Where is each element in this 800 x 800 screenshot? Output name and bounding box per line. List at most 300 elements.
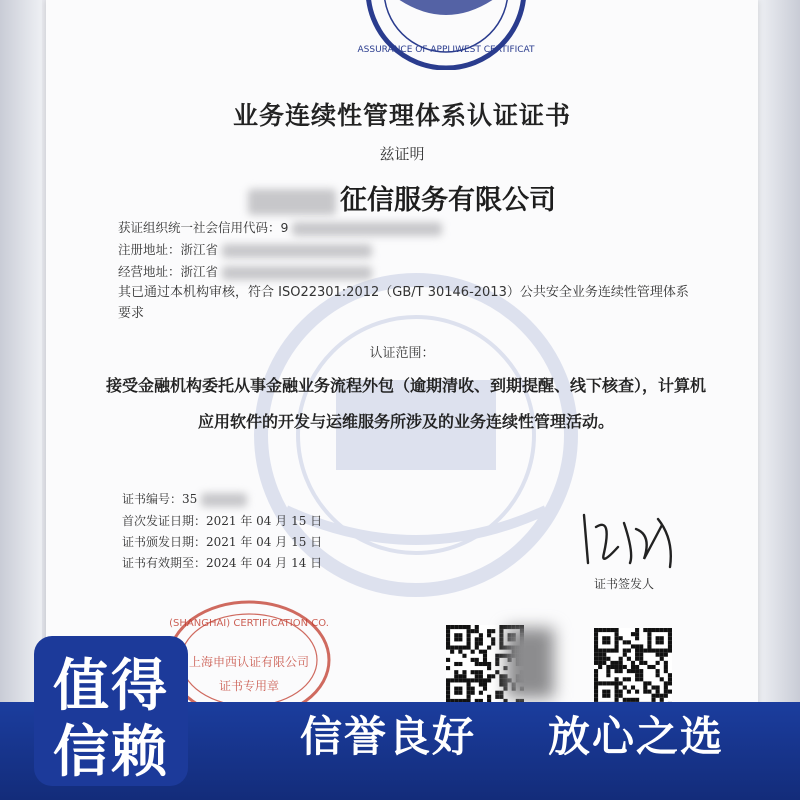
qr-module: [627, 677, 631, 681]
qr-module: [639, 661, 643, 665]
qr-module: [467, 678, 471, 682]
qr-module: [635, 628, 639, 632]
qr-module: [446, 641, 450, 645]
qr-module: [479, 682, 483, 686]
qr-module: [651, 685, 655, 689]
qr-module: [458, 625, 462, 629]
qr-module: [656, 640, 660, 644]
qr-module: [635, 690, 639, 694]
qr-module: [660, 636, 664, 640]
qr-module: [499, 678, 503, 682]
qr-module: [643, 649, 647, 653]
qr-module: [602, 657, 606, 661]
qr-module: [594, 628, 598, 632]
qr-module: [606, 673, 610, 677]
qr-module: [635, 665, 639, 669]
qr-module: [450, 678, 454, 682]
qr-module: [668, 636, 672, 640]
qr-module: [615, 690, 619, 694]
qr-module: [454, 625, 458, 629]
qr-module: [615, 628, 619, 632]
qr-module: [635, 649, 639, 653]
qr-module: [594, 653, 598, 657]
qr-module: [668, 677, 672, 681]
qr-module: [479, 650, 483, 654]
qr-module: [475, 637, 479, 641]
qr-module: [619, 661, 623, 665]
qr-module: [615, 669, 619, 673]
qr-module: [668, 640, 672, 644]
qr-module: [647, 681, 651, 685]
qr-module: [598, 653, 602, 657]
qr-module: [606, 649, 610, 653]
qr-module: [602, 661, 606, 665]
qr-module: [651, 665, 655, 669]
qr-module: [598, 661, 602, 665]
qr-module: [631, 665, 635, 669]
qr-module: [458, 662, 462, 666]
qr-module: [454, 662, 458, 666]
qr-module: [499, 646, 503, 650]
qr-module: [450, 646, 454, 650]
qr-module: [483, 654, 487, 658]
qr-module: [598, 628, 602, 632]
qr-module: [602, 628, 606, 632]
redacted-area: [506, 628, 554, 698]
qr-module: [668, 681, 672, 685]
qr-module: [499, 633, 503, 637]
qr-module: [594, 636, 598, 640]
qr-module: [647, 636, 651, 640]
qr-module: [487, 666, 491, 670]
qr-module: [635, 632, 639, 636]
qr-module: [499, 625, 503, 629]
frame-edge-right: [758, 0, 800, 800]
qr-module: [467, 646, 471, 650]
qr-module: [606, 681, 610, 685]
qr-module: [623, 665, 627, 669]
qr-module: [639, 653, 643, 657]
qr-module: [479, 662, 483, 666]
qr-module: [491, 629, 495, 633]
qr-module: [495, 691, 499, 695]
business-address-row: [118, 262, 372, 280]
qr-module: [647, 640, 651, 644]
qr-module: [656, 694, 660, 698]
qr-module: [446, 633, 450, 637]
qr-module: [462, 625, 466, 629]
qr-module: [660, 628, 664, 632]
qr-module: [471, 687, 475, 691]
qr-module: [598, 681, 602, 685]
qr-module: [454, 674, 458, 678]
qr-module: [619, 669, 623, 673]
qr-module: [602, 653, 606, 657]
qr-module: [631, 644, 635, 648]
qr-module: [602, 640, 606, 644]
qr-module: [594, 673, 598, 677]
qr-module: [623, 640, 627, 644]
qr-module: [664, 665, 668, 669]
qr-module: [462, 646, 466, 650]
badge-line-1: 值得: [53, 654, 169, 719]
qr-module: [483, 658, 487, 662]
qr-module: [479, 678, 483, 682]
slogan-peace-of-mind: 放心之选: [548, 712, 725, 761]
redacted-registered-address: [222, 244, 372, 258]
qr-module: [594, 685, 598, 689]
qr-module: [660, 649, 664, 653]
qr-module: [594, 632, 598, 636]
qr-module: [647, 665, 651, 669]
qr-module: [615, 632, 619, 636]
qr-module: [656, 636, 660, 640]
qr-module: [594, 681, 598, 685]
qr-module: [487, 695, 491, 699]
qr-module: [446, 625, 450, 629]
qr-module: [467, 629, 471, 633]
qr-module: [639, 673, 643, 677]
qr-module: [446, 687, 450, 691]
redacted-credit-code: [292, 222, 442, 236]
redacted-company-prefix: [248, 189, 336, 215]
qr-module: [458, 691, 462, 695]
stamp-text-top: (SHANGHAI) CERTIFICATION CO.: [169, 618, 329, 629]
qr-module: [610, 665, 614, 669]
qr-module: [631, 632, 635, 636]
qr-module: [606, 669, 610, 673]
qr-module: [471, 678, 475, 682]
qr-module: [664, 694, 668, 698]
qr-module: [664, 690, 668, 694]
qr-module: [475, 658, 479, 662]
qr-module: [594, 694, 598, 698]
qr-module: [495, 670, 499, 674]
qr-module: [467, 625, 471, 629]
qr-module: [619, 657, 623, 661]
qr-module: [499, 695, 503, 699]
qr-module: [483, 662, 487, 666]
qr-module: [668, 628, 672, 632]
qr-module: [594, 669, 598, 673]
qr-module: [619, 694, 623, 698]
qr-module: [639, 669, 643, 673]
qr-module: [664, 681, 668, 685]
qr-module: [660, 640, 664, 644]
qr-module: [639, 657, 643, 661]
qr-module: [656, 628, 660, 632]
stamp-text-mid: 上海申西认证有限公司: [188, 655, 310, 669]
qr-module: [651, 628, 655, 632]
qr-module: [594, 657, 598, 661]
qr-module: [598, 649, 602, 653]
qr-module: [643, 661, 647, 665]
qr-module: [615, 677, 619, 681]
qr-module: [458, 650, 462, 654]
qr-module: [664, 669, 668, 673]
qr-module: [594, 661, 598, 665]
qr-module: [668, 632, 672, 636]
qr-module: [487, 633, 491, 637]
qr-module: [499, 691, 503, 695]
qr-module: [647, 644, 651, 648]
qr-module: [446, 691, 450, 695]
qr-module: [619, 665, 623, 669]
qr-module: [462, 674, 466, 678]
qr-module: [479, 633, 483, 637]
qr-module: [610, 649, 614, 653]
qr-module: [454, 670, 458, 674]
qr-module: [651, 694, 655, 698]
qr-module: [606, 640, 610, 644]
qr-module: [462, 670, 466, 674]
registered-address-row: [118, 240, 372, 258]
qr-module: [475, 678, 479, 682]
qr-module: [647, 632, 651, 636]
qr-module: [487, 674, 491, 678]
qr-module: [499, 674, 503, 678]
qr-module: [627, 640, 631, 644]
qr-module: [598, 657, 602, 661]
qr-module: [495, 658, 499, 662]
qr-module: [627, 690, 631, 694]
qr-module: [479, 691, 483, 695]
qr-module: [647, 649, 651, 653]
qr-module: [467, 691, 471, 695]
qr-module: [606, 665, 610, 669]
qr-module: [454, 678, 458, 682]
redacted-business-address: [222, 266, 372, 280]
qr-module: [643, 690, 647, 694]
trust-badge: [34, 636, 188, 786]
qr-module: [615, 681, 619, 685]
qr-module: [623, 653, 627, 657]
qr-module: [479, 637, 483, 641]
qr-module: [647, 690, 651, 694]
qr-module: [615, 649, 619, 653]
qr-module: [487, 629, 491, 633]
qr-module: [660, 657, 664, 661]
qr-module: [643, 681, 647, 685]
qr-module: [631, 669, 635, 673]
qr-module: [610, 681, 614, 685]
qr-module: [499, 654, 503, 658]
qr-module: [602, 694, 606, 698]
qr-module: [664, 661, 668, 665]
qr-module: [635, 636, 639, 640]
qr-module: [471, 658, 475, 662]
qr-code-right: [594, 628, 672, 706]
qr-module: [623, 677, 627, 681]
qr-module: [475, 629, 479, 633]
qr-module: [635, 653, 639, 657]
scope-text: 接受金融机构委托从事金融业务流程外包（逾期清收、到期提醒、线下核查），计算机应用软件的开发与运维服务所涉及的业务连续性管理活动。: [106, 376, 707, 431]
qr-module: [454, 633, 458, 637]
certificate-paper: [46, 0, 758, 720]
qr-module: [446, 658, 450, 662]
qr-module: [446, 646, 450, 650]
qr-module: [594, 690, 598, 694]
cert-number-label: 证书编号：35: [122, 492, 198, 506]
qr-module: [495, 654, 499, 658]
redacted-cert-number: [201, 493, 247, 507]
qr-module: [594, 640, 598, 644]
qr-module: [627, 649, 631, 653]
qr-module: [475, 625, 479, 629]
qr-module: [602, 681, 606, 685]
qr-module: [656, 653, 660, 657]
qr-module: [454, 646, 458, 650]
qr-module: [495, 662, 499, 666]
qr-module: [660, 677, 664, 681]
qr-module: [483, 687, 487, 691]
qr-module: [664, 653, 668, 657]
qr-module: [446, 682, 450, 686]
qr-module: [656, 673, 660, 677]
company-stamp: [164, 590, 334, 720]
qr-module: [491, 674, 495, 678]
qr-module: [656, 669, 660, 673]
qr-module: [479, 641, 483, 645]
qr-module: [627, 669, 631, 673]
qr-module: [471, 629, 475, 633]
qr-module: [495, 695, 499, 699]
qr-module: [475, 662, 479, 666]
qr-module: [475, 670, 479, 674]
qr-module: [487, 662, 491, 666]
cert-number-row: [122, 490, 247, 507]
issue-date: 证书颁发日期：2021 年 04 月 15 日: [122, 535, 323, 549]
qr-module: [454, 637, 458, 641]
qr-module: [475, 641, 479, 645]
qr-module: [627, 657, 631, 661]
qr-module: [660, 653, 664, 657]
qr-module: [615, 640, 619, 644]
qr-module: [647, 628, 651, 632]
qr-module: [602, 690, 606, 694]
signature-mark: [574, 505, 694, 575]
qr-module: [602, 636, 606, 640]
qr-module: [491, 637, 495, 641]
qr-module: [446, 629, 450, 633]
qr-module: [467, 687, 471, 691]
qr-module: [458, 674, 462, 678]
qr-module: [483, 678, 487, 682]
qr-module: [623, 649, 627, 653]
qr-module: [491, 641, 495, 645]
qr-module: [467, 633, 471, 637]
qr-module: [458, 633, 462, 637]
company-name: [46, 178, 758, 217]
qr-module: [643, 685, 647, 689]
signer-label: 证书签发人: [594, 577, 655, 591]
seal-text: ASSURANCE OF APPLIWEST CERTIFICAT: [357, 45, 535, 55]
qr-module: [602, 649, 606, 653]
qr-module: [454, 687, 458, 691]
qr-module: [615, 694, 619, 698]
qr-module: [606, 694, 610, 698]
qr-module: [467, 682, 471, 686]
qr-module: [615, 665, 619, 669]
qr-module: [623, 685, 627, 689]
qr-module: [450, 625, 454, 629]
qr-module: [656, 690, 660, 694]
qr-module: [643, 628, 647, 632]
qr-module: [668, 673, 672, 677]
registered-address-label: 注册地址：浙江省: [118, 242, 219, 257]
slogan-reputation: 信誉良好: [300, 712, 477, 761]
qr-module: [458, 646, 462, 650]
qr-module: [446, 637, 450, 641]
qr-module: [471, 670, 475, 674]
qr-module: [668, 644, 672, 648]
qr-module: [615, 644, 619, 648]
qr-module: [635, 677, 639, 681]
qr-module: [471, 650, 475, 654]
credit-code-row: [118, 218, 442, 236]
qr-module: [619, 636, 623, 640]
valid-until-date: 证书有效期至：2024 年 04 月 14 日: [122, 556, 323, 570]
qr-module: [606, 690, 610, 694]
qr-module: [483, 682, 487, 686]
qr-module: [475, 674, 479, 678]
stamp-text-bottom: 证书专用章: [218, 679, 280, 693]
qr-module: [619, 690, 623, 694]
qr-module: [631, 661, 635, 665]
qr-module: [471, 691, 475, 695]
qr-module: [483, 650, 487, 654]
qr-module: [487, 678, 491, 682]
qr-module: [656, 685, 660, 689]
qr-module: [606, 657, 610, 661]
qr-module: [467, 695, 471, 699]
qr-module: [446, 678, 450, 682]
qr-module: [656, 661, 660, 665]
qr-module: [467, 637, 471, 641]
company-name-suffix: 征信服务有限公司: [340, 185, 556, 216]
qr-module: [639, 677, 643, 681]
qr-module: [615, 661, 619, 665]
scope-label: 认证范围：: [369, 346, 435, 361]
qr-module: [499, 641, 503, 645]
qr-module: [487, 646, 491, 650]
qr-module: [475, 646, 479, 650]
qr-module: [606, 628, 610, 632]
qr-module: [479, 674, 483, 678]
first-issue-date: 首次发证日期：2021 年 04 月 15 日: [122, 514, 323, 528]
qr-module: [656, 649, 660, 653]
qr-module: [594, 649, 598, 653]
qr-module: [499, 637, 503, 641]
certificate-subtitle: 兹证明: [379, 145, 425, 163]
qr-module: [462, 654, 466, 658]
qr-module: [499, 682, 503, 686]
qr-module: [664, 649, 668, 653]
qr-module: [598, 665, 602, 669]
qr-module: [635, 657, 639, 661]
qr-module: [664, 685, 668, 689]
qr-module: [606, 636, 610, 640]
compliance-statement: 其已通过本机构审核，符合 ISO22301:2012（GB/T 30146-2013）公共安全业务连续性管理体系要求: [118, 285, 689, 321]
qr-module: [458, 678, 462, 682]
qr-module: [615, 685, 619, 689]
qr-module: [615, 636, 619, 640]
qr-module: [594, 644, 598, 648]
qr-module: [450, 650, 454, 654]
qr-module: [446, 695, 450, 699]
qr-module: [635, 669, 639, 673]
certificate-title: 业务连续性管理体系认证证书: [232, 101, 571, 130]
